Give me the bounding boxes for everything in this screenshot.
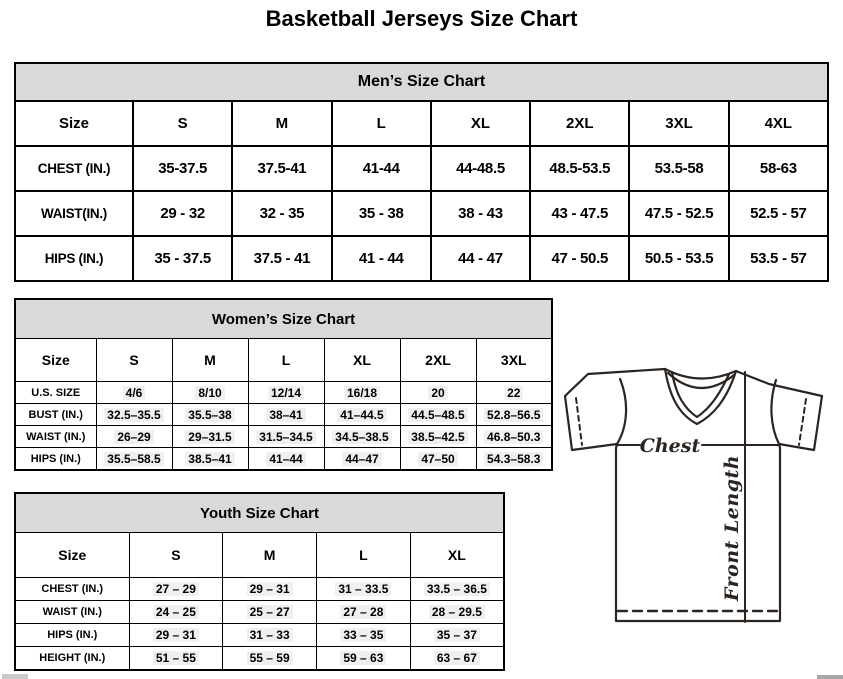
value-text: 25 – 27 <box>247 605 293 619</box>
value-cell: 41 - 44 <box>332 236 431 281</box>
measurement-row <box>15 146 828 191</box>
row-label-cell: CHEST (IN.) <box>15 578 129 601</box>
value-text: 29 – 31 <box>153 628 199 642</box>
value-cell <box>248 382 324 404</box>
row-label-cell: WAIST(IN.) <box>15 191 133 236</box>
value-cell: 44-48.5 <box>431 146 530 191</box>
value-cell <box>248 448 324 471</box>
value-cell: 37.5 - 41 <box>232 236 331 281</box>
row-label-cell: WAIST (IN.) <box>15 601 129 624</box>
column-header-cell: 2XL <box>530 101 629 146</box>
value-cell: 47 - 50.5 <box>530 236 629 281</box>
row-label-cell: HIPS (IN.) <box>15 624 129 647</box>
value-cell <box>96 382 172 404</box>
front-length-label: Front Length <box>721 454 743 602</box>
value-text: 35 – 37 <box>434 628 480 642</box>
value-cell: 35 - 38 <box>332 191 431 236</box>
row-label-cell: BUST (IN.) <box>15 404 96 426</box>
value-cell <box>96 448 172 471</box>
jersey-outline <box>565 369 822 621</box>
value-text: 16/18 <box>344 386 380 400</box>
size-header-cell: Size <box>15 339 96 382</box>
value-text: 22 <box>504 386 523 400</box>
value-cell <box>172 426 248 448</box>
value-cell: 35-37.5 <box>133 146 232 191</box>
value-text: 33.5 – 36.5 <box>424 582 490 596</box>
value-cell: 35 - 37.5 <box>133 236 232 281</box>
value-cell: 53.5-58 <box>629 146 728 191</box>
value-cell <box>96 426 172 448</box>
value-cell <box>129 624 223 647</box>
value-cell <box>476 382 552 404</box>
value-text: 34.5–38.5 <box>332 430 391 444</box>
size-header-cell: Size <box>15 533 129 578</box>
column-header-cell: M <box>223 533 317 578</box>
crop-artifact-right <box>817 675 843 679</box>
crop-artifact-left <box>2 674 28 679</box>
value-cell <box>317 578 411 601</box>
value-cell <box>476 448 552 471</box>
table-title-row <box>15 493 504 533</box>
value-cell <box>129 647 223 671</box>
value-cell <box>129 601 223 624</box>
value-cell <box>324 404 400 426</box>
value-text: 12/14 <box>268 386 304 400</box>
value-cell <box>129 578 223 601</box>
column-header-row <box>15 339 552 382</box>
column-header-cell: L <box>317 533 411 578</box>
womens-table-title: Women’s Size Chart <box>15 299 552 339</box>
value-cell <box>476 404 552 426</box>
measurement-row <box>15 382 552 404</box>
value-cell <box>400 426 476 448</box>
value-cell: 44 - 47 <box>431 236 530 281</box>
value-cell: 38 - 43 <box>431 191 530 236</box>
measurement-row <box>15 624 504 647</box>
row-label-cell: CHEST (IN.) <box>15 146 133 191</box>
value-text: 20 <box>428 386 447 400</box>
value-cell <box>248 404 324 426</box>
value-text: 51 – 55 <box>153 651 199 665</box>
value-text: 47–50 <box>418 452 457 466</box>
measurement-row <box>15 601 504 624</box>
mens-table-title: Men’s Size Chart <box>15 63 828 101</box>
value-text: 41–44.5 <box>337 408 386 422</box>
value-cell <box>410 647 504 671</box>
column-header-cell: 3XL <box>629 101 728 146</box>
chest-label: Chest <box>639 435 701 457</box>
value-cell <box>223 647 317 671</box>
column-header-row <box>15 101 828 146</box>
womens-size-chart-table <box>14 298 553 471</box>
value-text: 38–41 <box>266 408 305 422</box>
table-title-row <box>15 299 552 339</box>
value-cell <box>400 382 476 404</box>
value-text: 52.8–56.5 <box>484 408 543 422</box>
value-text: 35.5–38 <box>185 408 234 422</box>
value-cell <box>410 601 504 624</box>
value-cell: 43 - 47.5 <box>530 191 629 236</box>
value-cell: 32 - 35 <box>232 191 331 236</box>
column-header-cell: 4XL <box>729 101 828 146</box>
row-label-cell: HIPS (IN.) <box>15 448 96 471</box>
measurement-row <box>15 236 828 281</box>
value-text: 8/10 <box>195 386 224 400</box>
value-text: 44.5–48.5 <box>408 408 467 422</box>
value-cell: 29 - 32 <box>133 191 232 236</box>
value-cell: 58-63 <box>729 146 828 191</box>
column-header-row <box>15 533 504 578</box>
measurement-row <box>15 647 504 671</box>
value-cell <box>172 404 248 426</box>
value-cell: 52.5 - 57 <box>729 191 828 236</box>
column-header-cell: S <box>133 101 232 146</box>
column-header-cell: XL <box>410 533 504 578</box>
value-cell: 41-44 <box>332 146 431 191</box>
size-header-cell: Size <box>15 101 133 146</box>
value-cell <box>317 647 411 671</box>
value-text: 44–47 <box>342 452 381 466</box>
value-cell <box>324 448 400 471</box>
value-cell <box>324 426 400 448</box>
value-text: 31 – 33.5 <box>335 582 391 596</box>
column-header-cell: L <box>332 101 431 146</box>
value-cell: 47.5 - 52.5 <box>629 191 728 236</box>
page-title: Basketball Jerseys Size Chart <box>265 6 578 31</box>
value-cell <box>410 624 504 647</box>
measurement-row <box>15 448 552 471</box>
value-cell: 48.5-53.5 <box>530 146 629 191</box>
value-cell <box>248 426 324 448</box>
value-text: 29 – 31 <box>247 582 293 596</box>
column-header-cell: XL <box>431 101 530 146</box>
jersey-measurement-diagram <box>556 356 842 644</box>
row-label-cell: WAIST (IN.) <box>15 426 96 448</box>
column-header-cell: M <box>172 339 248 382</box>
row-label-cell: U.S. SIZE <box>15 382 96 404</box>
value-cell <box>223 578 317 601</box>
value-cell <box>400 404 476 426</box>
mens-size-chart-table <box>14 62 829 282</box>
value-text: 24 – 25 <box>153 605 199 619</box>
row-label-cell: HEIGHT (IN.) <box>15 647 129 671</box>
value-text: 27 – 28 <box>340 605 386 619</box>
column-header-cell: 3XL <box>476 339 552 382</box>
value-cell <box>172 382 248 404</box>
column-header-cell: M <box>232 101 331 146</box>
value-cell <box>324 382 400 404</box>
value-text: 38.5–41 <box>185 452 234 466</box>
column-header-cell: S <box>129 533 223 578</box>
column-header-cell: L <box>248 339 324 382</box>
value-cell <box>400 448 476 471</box>
value-cell: 50.5 - 53.5 <box>629 236 728 281</box>
value-text: 38.5–42.5 <box>408 430 467 444</box>
value-cell <box>476 426 552 448</box>
value-text: 29–31.5 <box>185 430 234 444</box>
measurement-row <box>15 578 504 601</box>
measurement-row <box>15 191 828 236</box>
column-header-cell: S <box>96 339 172 382</box>
youth-size-chart-table <box>14 492 505 671</box>
value-text: 4/6 <box>123 386 146 400</box>
value-text: 31 – 33 <box>247 628 293 642</box>
value-text: 28 – 29.5 <box>429 605 485 619</box>
measurement-row <box>15 426 552 448</box>
value-text: 35.5–58.5 <box>104 452 163 466</box>
value-cell <box>317 624 411 647</box>
column-header-cell: XL <box>324 339 400 382</box>
value-cell <box>172 448 248 471</box>
value-text: 54.3–58.3 <box>484 452 543 466</box>
row-label-cell: HIPS (IN.) <box>15 236 133 281</box>
value-text: 33 – 35 <box>340 628 386 642</box>
value-text: 63 – 67 <box>434 651 480 665</box>
value-cell <box>410 578 504 601</box>
value-text: 31.5–34.5 <box>256 430 315 444</box>
value-text: 55 – 59 <box>247 651 293 665</box>
value-text: 26–29 <box>114 430 153 444</box>
value-cell <box>223 624 317 647</box>
value-cell <box>223 601 317 624</box>
table-title-row <box>15 63 828 101</box>
value-text: 46.8–50.3 <box>484 430 543 444</box>
value-text: 27 – 29 <box>153 582 199 596</box>
value-text: 41–44 <box>266 452 305 466</box>
youth-table-title: Youth Size Chart <box>15 493 504 533</box>
value-cell: 53.5 - 57 <box>729 236 828 281</box>
value-text: 32.5–35.5 <box>104 408 163 422</box>
value-cell <box>96 404 172 426</box>
column-header-cell: 2XL <box>400 339 476 382</box>
measurement-row <box>15 404 552 426</box>
value-text: 59 – 63 <box>340 651 386 665</box>
value-cell: 37.5-41 <box>232 146 331 191</box>
value-cell <box>317 601 411 624</box>
